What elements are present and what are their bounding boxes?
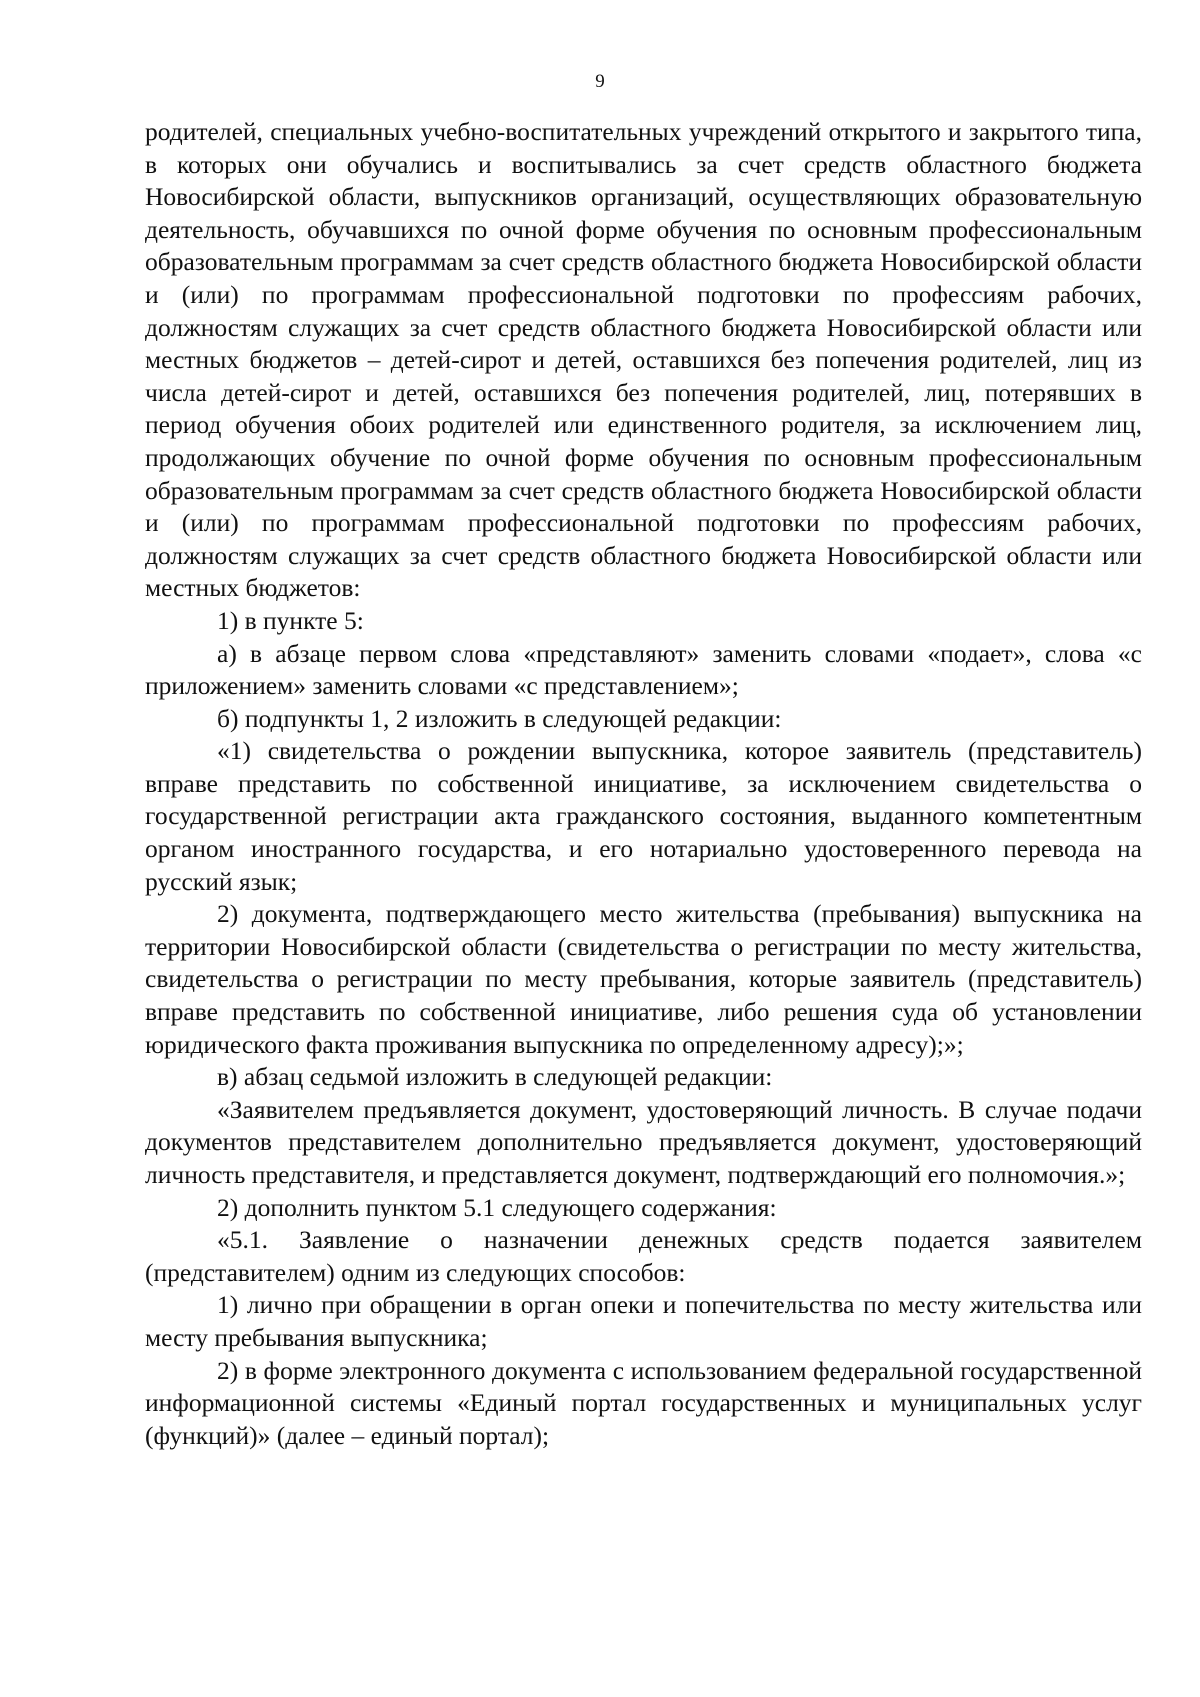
paragraph-method-1: 1) лично при обращении в орган опеки и попечительства по месту жительства или месту пребывания выпускника; [145, 1290, 1142, 1352]
paragraph-subitem-b: б) подпункты 1, 2 изложить в следующей редакции: [217, 703, 782, 733]
paragraph-subitem-a: а) в абзаце первом слова «представляют» заменить словами «подает», слова «с приложением» заменить словами «с представлением»; [145, 638, 1142, 701]
paragraph-clause-5-1: «5.1. Заявление о назначении денежных средств подается заявителем (представителем) одним из следующих способов: [145, 1225, 1142, 1287]
paragraph-quote-2: 2) документа, подтверждающего место жительства (пребывания) выпускника на территории Новосибирской области (свидетельства о регистрации по месту жительства, свидетельства о регистрации по месту пребывания, которые заявитель (представитель) вправе представить по собственной инициативе, либо решения суда об установлении юридического факта проживания выпускника по определенному адресу);»; [145, 899, 1142, 1059]
paragraph-quote-1: «1) свидетельства о рождении выпускника, которое заявитель (представитель) вправе представить по собственной инициативе, за исключением свидетельства о государственной регистрации акта гражданского состояния, выданного компетентным органом иностранного государства, и его нотариально удостоверенного перевода на русский язык; [145, 736, 1142, 896]
paragraph-item-1: 1) в пункте 5: [217, 605, 364, 635]
document-body [145, 116, 1142, 1452]
paragraph-quote-applicant: «Заявителем предъявляется документ, удостоверяющий личность. В случае подачи документов представителем дополнительно предъявляется документ, удостоверяющий личность представителя, и представляется документ, подтверждающий его полномочия.»; [145, 1094, 1142, 1189]
paragraph-item-2: 2) дополнить пунктом 5.1 следующего содержания: [217, 1192, 777, 1222]
paragraph-subitem-v: в) абзац седьмой изложить в следующей редакции: [217, 1062, 773, 1092]
paragraph-continuation: родителей, специальных учебно-воспитательных учреждений открытого и закрытого типа, в которых они обучались и воспитывались за счет средств областного бюджета Новосибирской области, выпускников организаций, осуществляющих образовательную деятельность, обучавшихся по очной форме обучения по основным профессиональным образовательным программам за счет средств областного бюджета Новосибирской области и (или) по программам профессиональной подготовки по профессиям рабочих, должностям служащих за счет средств областного бюджета Новосибирской области или местных бюджетов – детей-сирот и детей, оставшихся без попечения родителей, лиц из числа детей-сирот и детей, оставшихся без попечения родителей, лиц, потерявших в период обучения обоих родителей или единственного родителя, за исключением лиц, продолжающих обучение по очной форме обучения по основным профессиональным образовательным программам за счет средств областного бюджета Новосибирской области и (или) по программам профессиональной подготовки по профессиям рабочих, должностям служащих за счет средств областного бюджета Новосибирской области или местных бюджетов: [145, 117, 1142, 603]
page-number: 9 [595, 71, 605, 92]
paragraph-method-2: 2) в форме электронного документа с использованием федеральной государственной информационной системы «Единый портал государственных и муниципальных услуг (функций)» (далее – единый портал); [145, 1355, 1142, 1450]
